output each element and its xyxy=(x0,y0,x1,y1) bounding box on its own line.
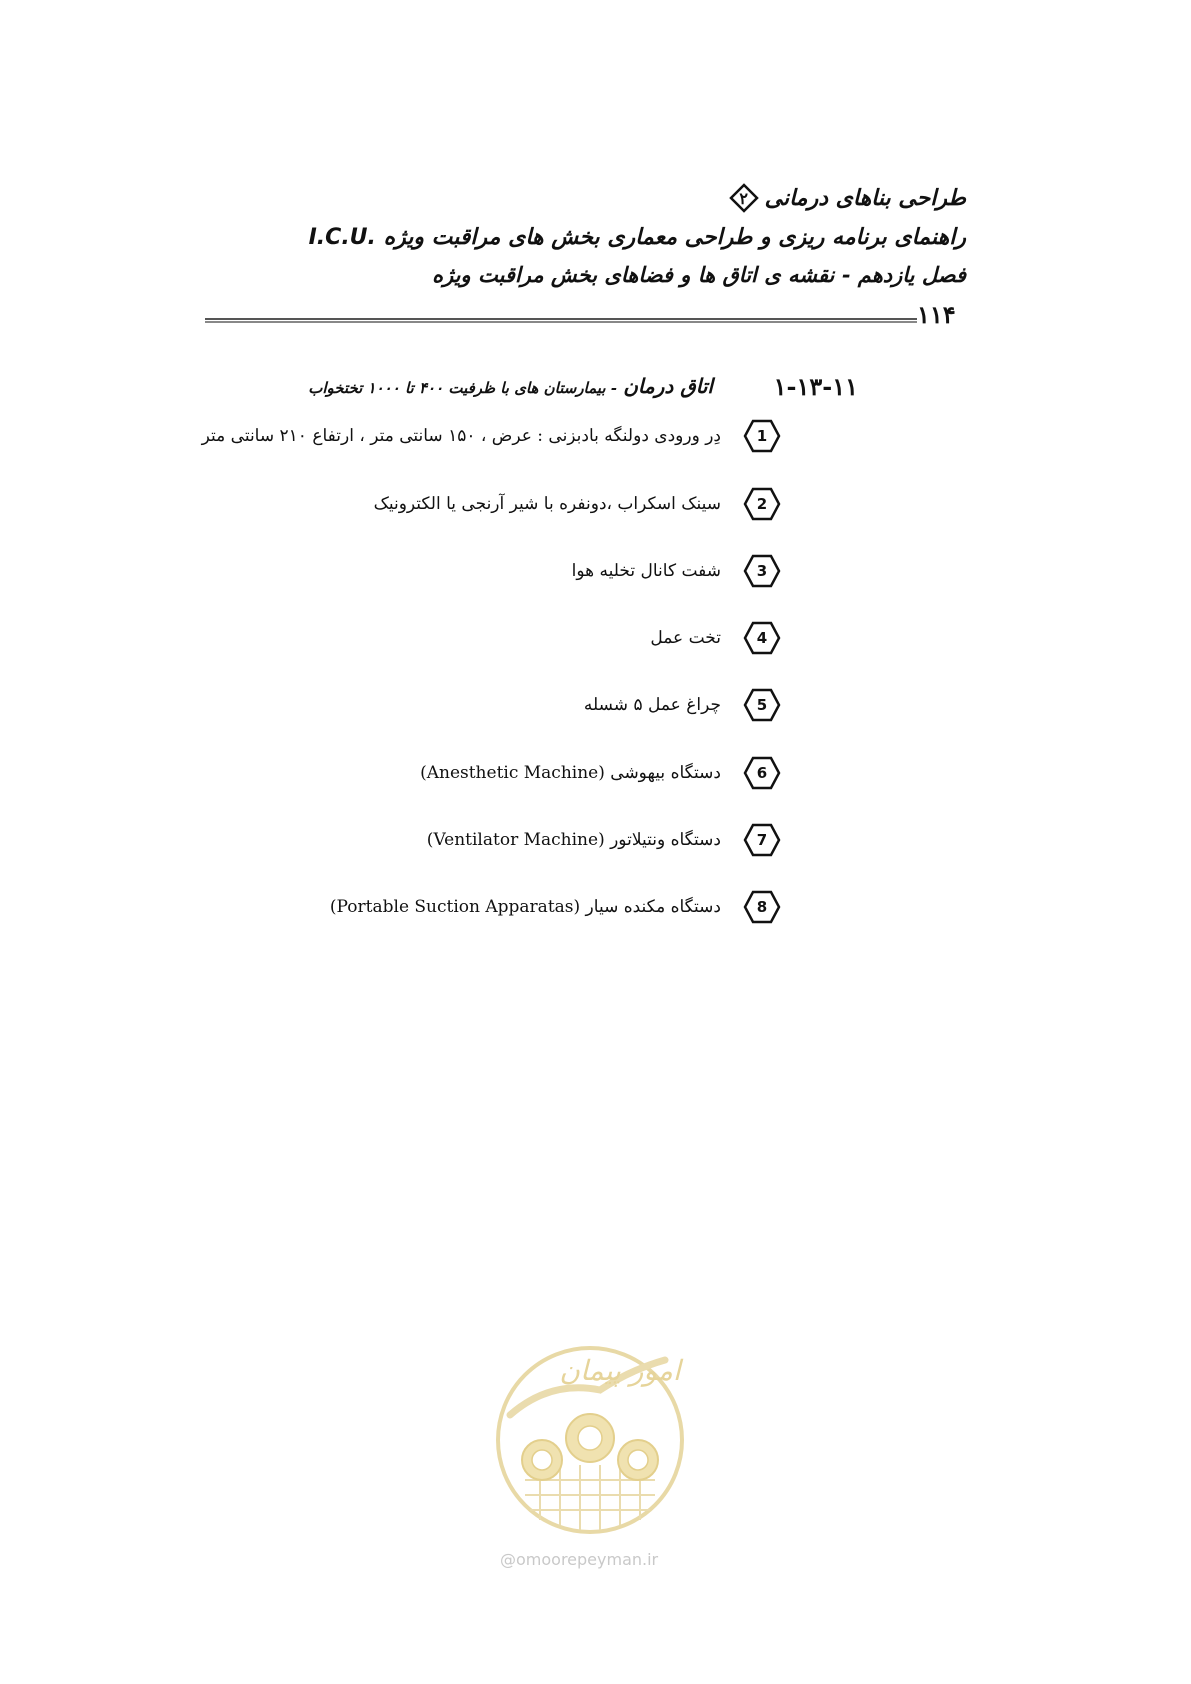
legend-item-badge xyxy=(743,890,781,924)
page-number: ۱۱۴ xyxy=(917,300,956,329)
legend-item-text: دستگاه مکنده سیار (Portable Suction Apparatas) xyxy=(329,897,721,917)
book-title-text: طراحی بناهای درمانی xyxy=(764,185,966,211)
legend-item-badge xyxy=(743,621,781,655)
legend-item xyxy=(427,822,781,858)
legend-item-number: 5 xyxy=(756,696,768,714)
header-rule xyxy=(205,318,917,324)
legend-item-number: 3 xyxy=(756,562,768,580)
legend-item xyxy=(374,486,781,522)
header-rule-line-top xyxy=(205,318,917,320)
section-number: ۱-۱۳-۱۱ xyxy=(773,372,858,401)
volume-badge-number: ۲ xyxy=(739,188,748,208)
section-title-sub: - بیمارستان های با ظرفیت ۴۰۰ تا ۱۰۰۰ تختخواب xyxy=(308,379,617,397)
section-title xyxy=(308,374,713,398)
legend-item xyxy=(650,620,781,656)
legend-item-text: دستگاه ونتیلاتور (Ventilator Machine) xyxy=(426,830,721,850)
watermark-url: @omoorepeyman.ir xyxy=(500,1550,659,1569)
legend-item-number: 1 xyxy=(756,427,768,445)
legend-item xyxy=(330,889,781,925)
watermark-logo xyxy=(480,1320,700,1560)
legend-item-number: 8 xyxy=(756,898,768,916)
legend-item-badge xyxy=(743,756,781,790)
legend-item-badge xyxy=(743,688,781,722)
section-title-main: اتاق درمان xyxy=(623,374,713,398)
watermark-logo-text: امور پیمان xyxy=(559,1354,681,1387)
icu-abbreviation: I.C.U. xyxy=(308,225,376,250)
legend-item-badge xyxy=(743,554,781,588)
legend-item-text: چراغ عمل ۵ شسله xyxy=(583,695,721,715)
legend-item-badge xyxy=(743,487,781,521)
legend-item-number: 2 xyxy=(756,495,768,513)
legend-item-number: 6 xyxy=(756,764,768,782)
legend-item-text: دِر ورودی دولنگه بادبزنی : عرض ، ۱۵۰ سانتی متر ، ارتفاع ۲۱۰ سانتی متر xyxy=(201,426,721,446)
legend-item-number: 4 xyxy=(756,629,768,647)
legend-item xyxy=(202,418,781,454)
legend-item-number: 7 xyxy=(756,831,768,849)
legend-item xyxy=(420,755,781,791)
legend-item-badge xyxy=(743,823,781,857)
legend-item-text: شفت کانال تخلیه هوا xyxy=(571,561,721,581)
book-title xyxy=(727,183,966,213)
book-subtitle xyxy=(309,224,966,250)
legend-item-text: سینک اسکراب ،دونفره با شیر آرنجی یا الکترونیک xyxy=(373,494,721,514)
legend-item-text: دستگاه بیهوشی (Anesthetic Machine) xyxy=(420,763,721,783)
chapter-title: فصل یازدهم - نقشه ی اتاق ها و فضاهای بخش مراقبت ویژه xyxy=(432,262,966,287)
book-subtitle-text: راهنمای برنامه ریزی و طراحی معماری بخش های مراقبت ویژه xyxy=(383,224,966,250)
legend-item-text: تخت عمل xyxy=(650,628,721,648)
legend-item xyxy=(584,687,781,723)
header-rule-line-bottom xyxy=(205,321,917,323)
legend-item-badge xyxy=(743,419,781,453)
volume-badge xyxy=(729,183,759,213)
legend-item xyxy=(572,553,781,589)
